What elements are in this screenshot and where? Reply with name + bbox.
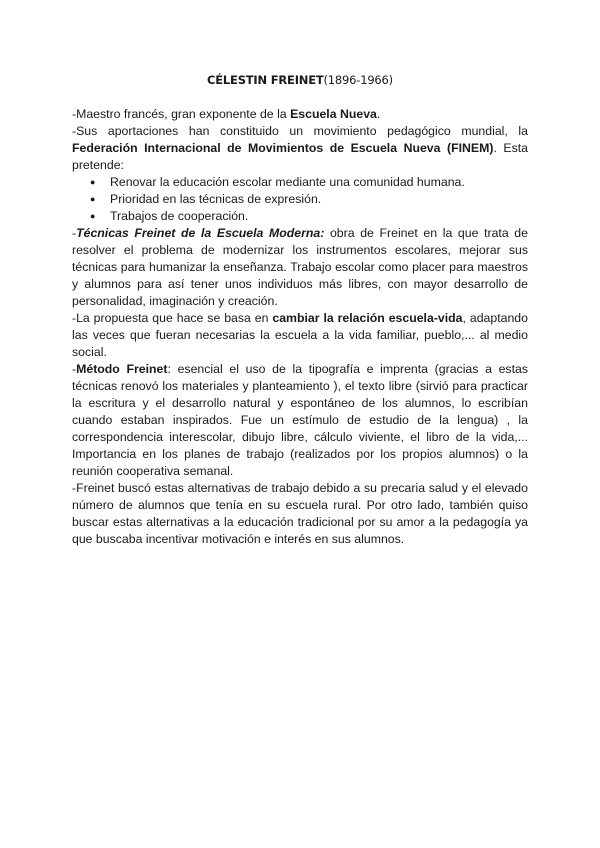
bold-finem: Federación Internacional de Movimientos de Escuela Nueva (FINEM) — [72, 141, 494, 155]
text-span: -Maestro francés, gran exponente de la — [72, 107, 291, 121]
paragraph-metodo — [72, 361, 528, 480]
bold-metodo-freinet: Método Freinet — [76, 362, 168, 376]
text-span: -Sus aportaciones han constituido un movimiento pedagógico mundial, la — [72, 124, 528, 138]
bold-escuela-vida: cambiar la relación escuela-vida — [272, 311, 463, 325]
text-span: - — [72, 362, 77, 376]
paragraph-propuesta — [72, 310, 528, 361]
title-name: CÉLESTIN FREINET — [207, 73, 324, 87]
title-years: (1896-1966) — [323, 73, 393, 87]
paragraph-intro — [72, 106, 528, 123]
document-page — [72, 72, 528, 548]
text-span: . Esta pretende: — [72, 141, 528, 172]
bold-italic-tecnicas: Técnicas Freinet de la Escuela Moderna: — [76, 226, 325, 240]
text-span: : esencial el uso de la tipografía e imprenta (gracias a estas técnicas renovó los materiales y planteamiento ), el texto libre (sirvió para practicar la escritura y el desarrollo natural y espontáneo de los alumnos, lo escribían cuando estaban inspirados. Fue un estímulo de estudio de la lengua) , la correspondencia interescolar, dibujo libre, cálculo viviente, el libro de la vida,... Importancia en los planes de trabajo (realizados por los propios alumnos) o la reunión cooperativa semanal. — [72, 362, 528, 478]
text-span: obra de Freinet en la que trata de resolver el problema de modernizar los instrumentos escolares, mejorar sus técnicas para humanizar la enseñanza. Trabajo escolar como placer para maestros y alumnos para así tener unos individuos más libres, con mayor desarrollo de personalidad, imaginación y creación. — [72, 226, 528, 308]
list-item: ● Trabajos de cooperación. — [110, 208, 528, 225]
list-item: ● Prioridad en las técnicas de expresión. — [110, 191, 528, 208]
text-span: -La propuesta que hace se basa en — [72, 311, 273, 325]
paragraph-alternativas: -Freinet buscó estas alternativas de trabajo debido a su precaria salud y el elevado número de alumnos que tenía en su escuela rural. Por otro lado, también quiso buscar estas alternativas a la educación tradicional por su amor a la pedagogía ya que buscaba incentivar motivación e interés en sus alumnos. — [72, 481, 528, 546]
paragraph-tecnicas — [72, 225, 528, 310]
list-item: ● Renovar la educación escolar mediante una comunidad humana. — [110, 174, 528, 191]
paragraph-finem — [72, 123, 528, 174]
text-span: - — [72, 226, 77, 240]
page-title — [72, 72, 528, 89]
text-span: . — [376, 107, 381, 121]
text-span: , adaptando las veces que fueran necesarias la escuela a la vida familiar, pueblo,... al medio social. — [72, 311, 528, 359]
bullet-list — [72, 174, 528, 225]
bold-escuela-nueva: Escuela Nueva — [290, 107, 377, 121]
